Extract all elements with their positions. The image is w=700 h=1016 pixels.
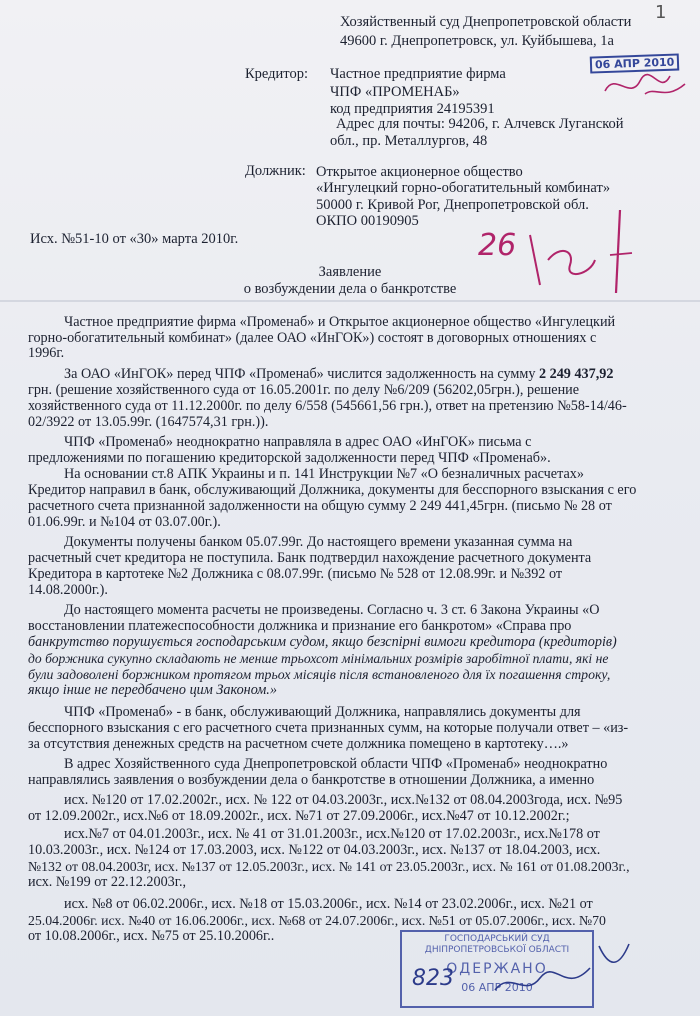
handwritten-incoming-number: 823 (412, 966, 454, 991)
paragraph-line: горно-обогатительный комбинат» (далее ОАО «ИнГОК») состоят в договорных отношениях с (28, 330, 597, 346)
stamp-line: ДНІПРОПЕТРОВСЬКОЇ ОБЛАСТІ (424, 945, 570, 955)
paragraph-line: за отсутствия денежных средств на расчетном счете должника помещено в картотеку….» (28, 736, 569, 752)
received-date-stamp: 06 АПР 2010 (590, 53, 680, 73)
document-title: Заявление (318, 264, 382, 280)
quoted-law-line: були задоволені боржником протягом трьох місяців після встановленого для їх погашення строку, (28, 667, 611, 682)
reference-list-line: 25.04.2006г. исх. №40 от 16.06.2006г., исх. №68 от 24.07.2006г., исх. №51 от 05.07.2006г., исх. №70 (28, 913, 606, 928)
paragraph-line: В адрес Хозяйственного суда Днепропетровской области ЧПФ «Променаб» неоднократно (64, 756, 608, 772)
signature-mark (600, 66, 690, 106)
paragraph-line: 01.06.99г. и №104 от 03.07.00г.). (28, 514, 221, 530)
paragraph-line (64, 366, 613, 383)
reference-list-line: от 10.08.2006г., исх. №75 от 25.10.2006г.. (28, 928, 275, 944)
debtor-line: 50000 г. Кривой Рог, Днепропетровской обл. (316, 197, 589, 213)
creditor-label: Кредитор: (245, 66, 308, 82)
paragraph-line: расчетного счета признанной задолженности на общую сумму 2 249 441,45грн. (письмо № 28 от (28, 498, 612, 514)
reference-list-line: исх.№7 от 04.01.2003г., исх. № 41 от 31.01.2003г., исх.№120 от 17.02.2003г., исх.№178 от (64, 826, 600, 842)
paragraph-line: 02/3922 от 13.05.99г. (1647574,31 грн.)). (28, 414, 269, 430)
reference-list-line: исх. №199 от 22.12.2003г., (28, 874, 187, 890)
quoted-law-line: до боржника сукупно складають не менше трьохсот мінімальних розмірів заробітної плати, які не (28, 651, 609, 666)
paragraph-line: Документы получены банком 05.07.99г. До настоящего времени указанная сумма на (64, 534, 573, 550)
outgoing-number: Исх. №51-10 от «30» марта 2010г. (30, 231, 239, 247)
reference-list-line: исх. №120 от 17.02.2002г., исх. № 122 от 04.03.2003г., исх.№132 от 08.04.2003года, исх. №95 (64, 792, 623, 808)
debt-amount: 2 249 437,92 (538, 366, 614, 382)
paragraph-line: 14.08.2000г.). (28, 582, 108, 598)
paragraph-line: 1996г. (28, 345, 65, 361)
debtor-line: ОКПО 00190905 (316, 213, 419, 229)
creditor-line: обл., пр. Металлургов, 48 (330, 133, 488, 149)
paragraph-line: ЧПФ «Променаб» - в банк, обслуживающий Должника, направлялись документы для (64, 704, 581, 720)
paragraph-line: хозяйственного суда от 11.12.2000г. по делу 6/558 (545661,56 грн.), ответ на претензию №58-14/46- (28, 398, 627, 414)
reference-list-line: №132 от 08.04.2003г, исх. №137 от 12.05.2003г., исх. № 141 от 23.05.2003г., исх. № 161 от 01.08.2003г., (28, 859, 630, 874)
creditor-line: код предприятия 24195391 (330, 101, 495, 117)
paragraph-line: На основании ст.8 АПК Украины и п. 141 Инструкции №7 «О безналичных расчетах» (64, 466, 584, 482)
debtor-line: «Ингулецкий горно-обогатительный комбинат» (316, 180, 611, 196)
document-subtitle: о возбуждении дела о банкротстве (243, 281, 457, 297)
debt-text: За ОАО «ИнГОК» перед ЧПФ «Променаб» числится задолженность на сумму (64, 366, 539, 382)
handwritten-registration-number: 26 (478, 228, 517, 263)
paragraph-line: Кредитор направил в банк, обслуживающий Должника, документы для бесспорного взыскания с его (28, 482, 637, 498)
paragraph-line: Кредитора в картотеке №2 Должника с 08.07.99г. (письмо № 528 от 12.08.99г. и №392 от (28, 566, 563, 582)
paragraph-line: бесспорного взыскания с его расчетного счета признанных сумм, на которые получали ответ – «из- (28, 720, 629, 736)
stamp-line: 06 АПР 2010 (461, 981, 533, 994)
page-mark: 1 (655, 2, 667, 23)
stamp-line: ОДЕРЖАНО (446, 961, 548, 977)
paragraph-line: ЧПФ «Променаб» неоднократно направляла в адрес ОАО «ИнГОК» письма с (64, 434, 532, 450)
quoted-law-line: банкрутство порушується господарським судом, якщо безспірні вимоги кредитора (кредиторів) (28, 634, 617, 650)
court-name: Хозяйственный суд Днепропетровской области (340, 14, 632, 30)
reference-list-line: 10.03.2003г., исх. №124 от 17.03.2003, исх. №122 от 04.03.2003г., исх. №137 от 18.04.2003, исх. (28, 842, 601, 858)
paragraph-line: расчетный счет кредитора не поступила. Банк подтвердил нахождение расчетного документа (28, 550, 592, 566)
paragraph-line: восстановлении платежеспособности должника и признание его банкротом» «Справа про (28, 618, 572, 634)
creditor-line: ЧПФ «ПРОМЕНАБ» (330, 84, 460, 100)
creditor-line: Частное предприятие фирма (330, 66, 506, 82)
debtor-label: Должник: (245, 163, 306, 179)
debtor-line: Открытое акционерное общество (316, 164, 523, 180)
paragraph-line: предложениями по погашению кредиторской задолженности перед ЧПФ «Променаб». (28, 450, 551, 466)
paragraph-line: Частное предприятие фирма «Променаб» и Открытое акционерное общество «Ингулецкий (64, 314, 616, 330)
reference-list-line: от 12.09.2002г., исх.№6 от 18.09.2002г., исх. №71 от 27.09.2006г., исх.№47 от 10.12.2002г.; (28, 808, 570, 824)
paragraph-line: направлялись заявления о возбуждении дела о банкротстве в отношении Должника, а именно (28, 772, 595, 788)
paragraph-line: грн. (решение хозяйственного суда от 16.05.2001г. по делу №6/209 (56202,05грн.), решение (28, 382, 580, 398)
paragraph-line: До настоящего момента расчеты не произведены. Согласно ч. 3 ст. 6 Закона Украины «О (64, 602, 600, 618)
creditor-line: Адрес для почты: 94206, г. Алчевск Луганской (336, 116, 624, 132)
paper-fold-line (0, 300, 700, 302)
quoted-law-line: якщо інше не передбачено цим Законом.» (28, 682, 277, 698)
signature-mark (490, 960, 600, 1005)
stamp-line: ГОСПОДАРСЬКИЙ СУД (444, 934, 550, 944)
initial-mark (594, 938, 634, 978)
court-address: 49600 г. Днепропетровск, ул. Куйбышева, 1а (340, 33, 614, 49)
reference-list-line: исх. №8 от 06.02.2006г., исх. №18 от 15.03.2006г., исх. №14 от 23.02.2006г., исх. №21 от (64, 896, 593, 912)
